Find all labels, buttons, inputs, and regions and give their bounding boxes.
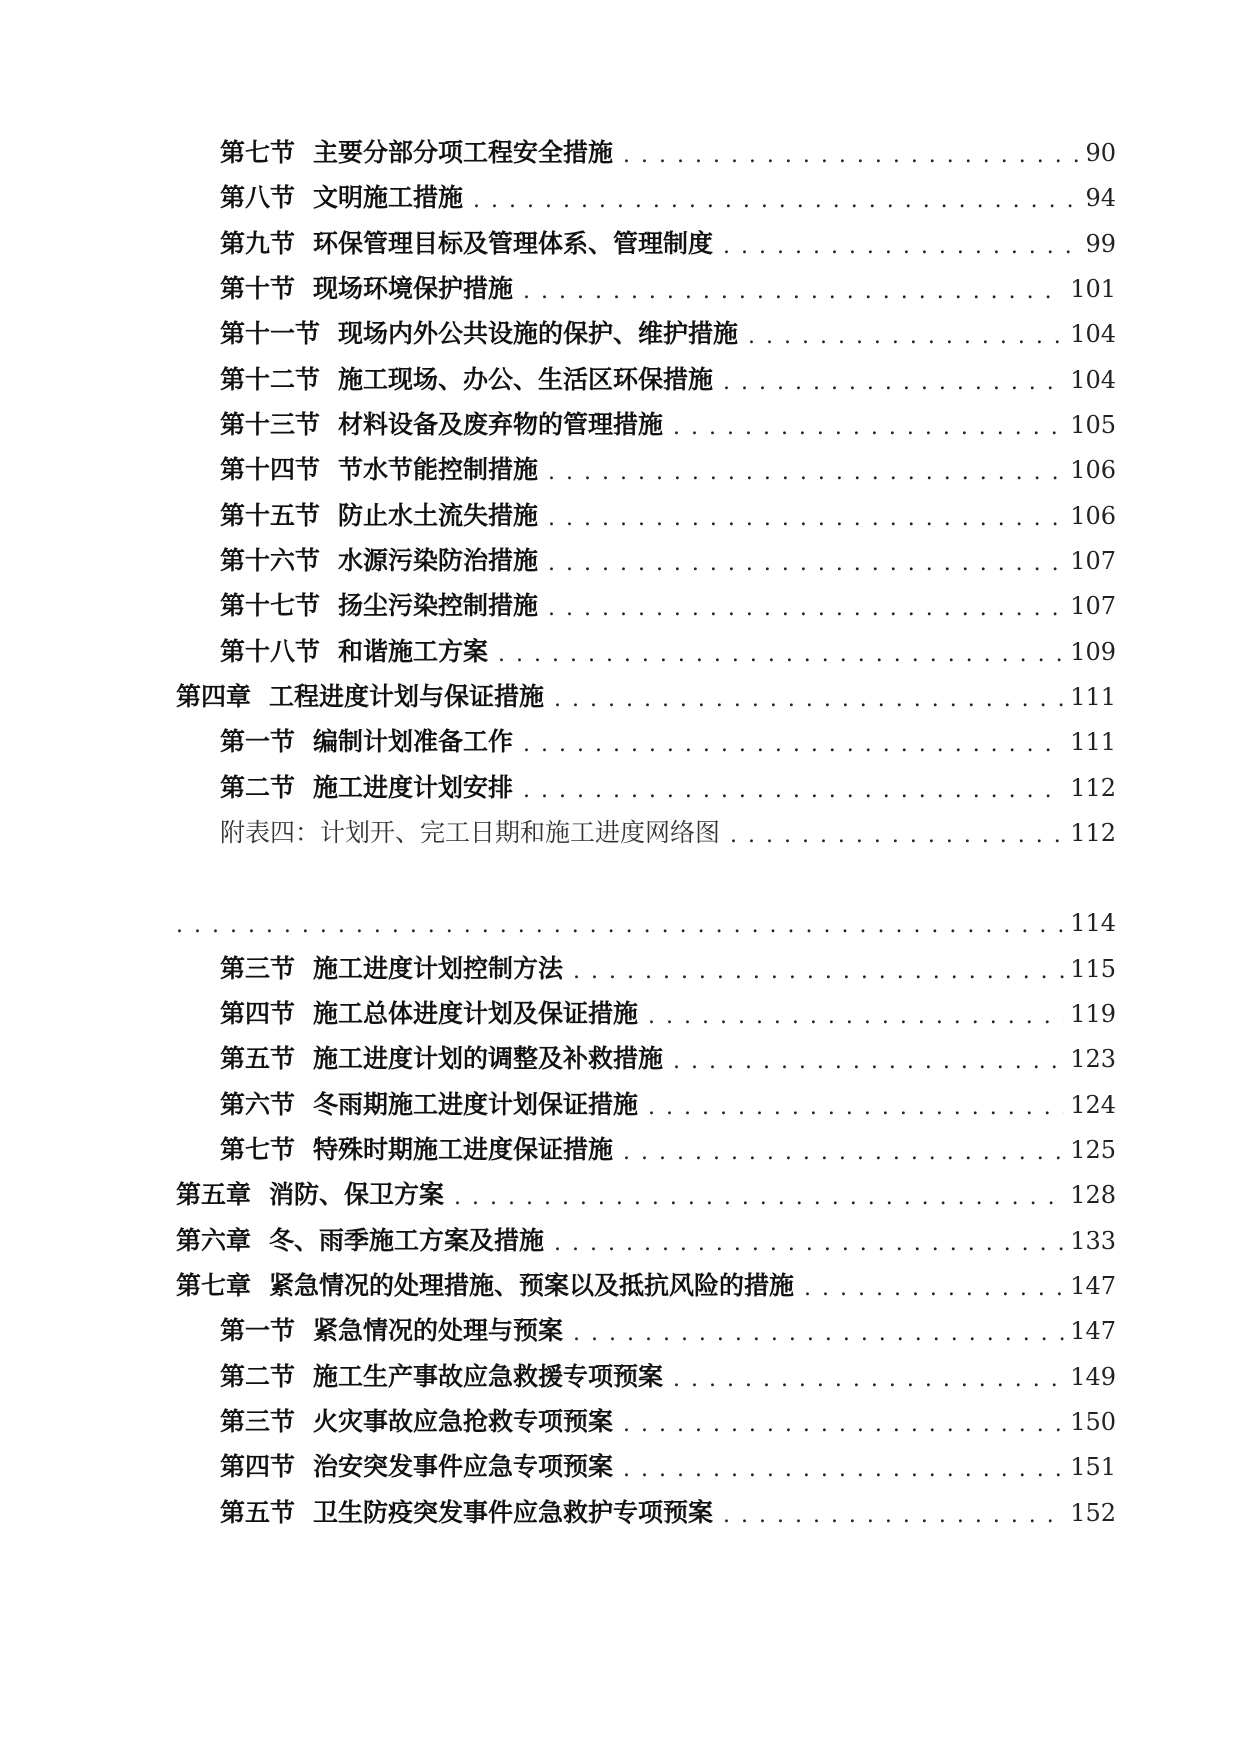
dot-leader [648, 1088, 1064, 1128]
toc-entry-number: 第七节 [220, 138, 296, 167]
toc-entry[interactable] [220, 314, 1116, 354]
toc-entry-page-number: 111 [1070, 683, 1116, 711]
toc-entry-title: 和谐施工方案 [338, 637, 489, 666]
toc-entry-page-number: 119 [1070, 1000, 1116, 1028]
toc-entry-page-number: 151 [1070, 1453, 1116, 1481]
dot-leader [573, 1314, 1064, 1354]
dot-leader [623, 1450, 1064, 1490]
dot-leader [573, 952, 1064, 992]
toc-entry-number: 第十六节 [220, 546, 321, 575]
toc-entry-title: 工程进度计划与保证措施 [269, 682, 545, 711]
toc-entry[interactable] [220, 541, 1116, 581]
toc-entry[interactable] [220, 1402, 1116, 1442]
toc-entry-number: 第四节 [220, 999, 296, 1028]
toc-entry-title: 卫生防疫突发事件应急救护专项预案 [313, 1498, 714, 1527]
toc-entry-title: 冬、雨季施工方案及措施 [269, 1226, 545, 1255]
dot-leader [673, 408, 1064, 448]
toc-entry-page-number: 104 [1070, 366, 1116, 394]
toc-entry-number: 第五章 [176, 1180, 252, 1209]
dot-leader [730, 816, 1064, 856]
toc-entry-number: 第四章 [176, 682, 252, 711]
toc-entry-page-number: 112 [1070, 774, 1116, 802]
toc-entry[interactable] [220, 269, 1116, 309]
toc-entry-number: 第五节 [220, 1498, 296, 1527]
toc-entry-page-number: 107 [1070, 547, 1116, 575]
toc-entry-page-number: 114 [1070, 909, 1116, 937]
dot-leader [623, 1405, 1064, 1445]
dot-leader [523, 725, 1064, 765]
dot-leader [723, 363, 1064, 403]
toc-entry-page-number: 112 [1070, 819, 1116, 847]
toc-entry-page-number: 133 [1070, 1227, 1116, 1255]
dot-leader [723, 227, 1079, 267]
toc-entry[interactable] [220, 1357, 1116, 1397]
toc-entry-title: 编制计划准备工作 [313, 727, 514, 756]
toc-entry[interactable] [220, 1085, 1116, 1125]
toc-entry-title: 施工总体进度计划及保证措施 [313, 999, 639, 1028]
toc-entry[interactable] [220, 722, 1116, 762]
toc-entry-title: 施工生产事故应急救援专项预案 [313, 1362, 664, 1391]
dot-leader [673, 1042, 1064, 1082]
toc-entry-number: 第三节 [220, 954, 296, 983]
toc-entry[interactable] [220, 178, 1116, 218]
toc-entry-title: 扬尘污染控制措施 [338, 591, 539, 620]
dot-leader [554, 680, 1064, 720]
toc-entry-title: 环保管理目标及管理体系、管理制度 [313, 229, 714, 258]
toc-entry-number: 第二节 [220, 773, 296, 802]
toc-entry-page-number: 152 [1070, 1499, 1116, 1527]
dot-leader [548, 499, 1064, 539]
toc-entry-title: 现场环境保护措施 [313, 274, 514, 303]
toc-entry-page-number: 109 [1070, 638, 1116, 666]
toc-entry-number: 第五节 [220, 1044, 296, 1073]
toc-entry[interactable] [220, 1311, 1116, 1351]
toc-entry-number: 第十八节 [220, 637, 321, 666]
toc-entry-page-number: 128 [1070, 1181, 1116, 1209]
toc-entry-number: 第四节 [220, 1452, 296, 1481]
toc-entry-page-number: 149 [1070, 1363, 1116, 1391]
toc-entry-number: 第十二节 [220, 365, 321, 394]
toc-entry-title: 消防、保卫方案 [269, 1180, 445, 1209]
toc-entry-title: 防止水土流失措施 [338, 501, 539, 530]
toc-entry-title: 紧急情况的处理与预案 [313, 1316, 564, 1345]
toc-entry[interactable] [220, 768, 1116, 808]
toc-entry-number: 第十三节 [220, 410, 321, 439]
toc-entry-number: 第三节 [220, 1407, 296, 1436]
toc-entry[interactable] [220, 813, 1116, 853]
toc-entry-page-number: 106 [1070, 502, 1116, 530]
toc-entry-number: 第十一节 [220, 319, 321, 348]
dot-leader [454, 1178, 1064, 1218]
toc-entry-title: 材料设备及废弃物的管理措施 [338, 410, 664, 439]
toc-entry[interactable] [220, 949, 1116, 989]
toc-entry-number: 第九节 [220, 229, 296, 258]
dot-leader [523, 771, 1064, 811]
dot-leader [548, 544, 1064, 584]
toc-entry[interactable] [176, 903, 1116, 943]
dot-leader [623, 136, 1079, 176]
toc-entry-page-number: 99 [1085, 230, 1116, 258]
toc-entry[interactable] [220, 1447, 1116, 1487]
toc-entry[interactable] [220, 224, 1116, 264]
toc-entry-number: 第六节 [220, 1090, 296, 1119]
dot-leader [748, 317, 1064, 357]
toc-entry-number: 第一节 [220, 727, 296, 756]
toc-entry[interactable] [220, 405, 1116, 445]
toc-entry-page-number: 150 [1070, 1408, 1116, 1436]
toc-entry-title: 文明施工措施 [313, 183, 464, 212]
toc-entry[interactable] [220, 496, 1116, 536]
toc-entry-number: 第七章 [176, 1271, 252, 1300]
toc-entry-number: 第八节 [220, 183, 296, 212]
toc-entry-title: 主要分部分项工程安全措施 [313, 138, 614, 167]
toc-entry-title: 节水节能控制措施 [338, 455, 539, 484]
dot-leader [176, 906, 1064, 946]
toc-entry-title: 施工进度计划的调整及补救措施 [313, 1044, 664, 1073]
toc-entry-number: 第十五节 [220, 501, 321, 530]
toc-entry-page-number: 107 [1070, 592, 1116, 620]
toc-entry-number: 第十四节 [220, 455, 321, 484]
toc-entry-title: 治安突发事件应急专项预案 [313, 1452, 614, 1481]
dot-leader [648, 997, 1064, 1037]
toc-entry-page-number: 125 [1070, 1136, 1116, 1164]
dot-leader [673, 1360, 1064, 1400]
toc-entry-page-number: 105 [1070, 411, 1116, 439]
toc-entry-number: 第十七节 [220, 591, 321, 620]
dot-leader [554, 1224, 1064, 1264]
toc-entry-title: 附表四：计划开、完工日期和施工进度网络图 [220, 818, 721, 847]
toc-entry-title: 火灾事故应急抢救专项预案 [313, 1407, 614, 1436]
dot-leader [498, 635, 1064, 675]
toc-entry-number: 第七节 [220, 1135, 296, 1164]
toc-entry[interactable] [220, 1493, 1116, 1533]
dot-leader [623, 1133, 1064, 1173]
dot-leader [523, 272, 1064, 312]
toc-entry-page-number: 123 [1070, 1045, 1116, 1073]
toc-entry-page-number: 106 [1070, 456, 1116, 484]
toc-entry[interactable] [220, 1039, 1116, 1079]
toc-entry[interactable] [220, 360, 1116, 400]
toc-entry-title: 特殊时期施工进度保证措施 [313, 1135, 614, 1164]
toc-entry[interactable] [220, 133, 1116, 173]
toc-entry[interactable] [176, 1221, 1116, 1261]
toc-entry-page-number: 94 [1085, 184, 1116, 212]
toc-entry-title: 施工进度计划控制方法 [313, 954, 564, 983]
toc-entry-page-number: 124 [1070, 1091, 1116, 1119]
toc-entry[interactable] [220, 632, 1116, 672]
toc-entry-number: 第二节 [220, 1362, 296, 1391]
toc-entry-page-number: 90 [1085, 139, 1116, 167]
toc-entry-page-number: 104 [1070, 320, 1116, 348]
toc-entry-number: 第一节 [220, 1316, 296, 1345]
toc-entry[interactable] [220, 450, 1116, 490]
toc-entry[interactable] [176, 1266, 1116, 1306]
toc-entry[interactable] [220, 994, 1116, 1034]
toc-entry[interactable] [220, 586, 1116, 626]
toc-entry-title: 施工现场、办公、生活区环保措施 [338, 365, 714, 394]
toc-entry-page-number: 111 [1070, 728, 1116, 756]
toc-entry-number: 第十节 [220, 274, 296, 303]
toc-entry-page-number: 101 [1070, 275, 1116, 303]
toc-entry[interactable] [176, 1175, 1116, 1215]
dot-leader [473, 181, 1079, 221]
toc-entry-title: 现场内外公共设施的保护、维护措施 [338, 319, 739, 348]
toc-entry-title: 施工进度计划安排 [313, 773, 514, 802]
toc-entry[interactable] [220, 1130, 1116, 1170]
toc-entry-page-number: 147 [1070, 1317, 1116, 1345]
dot-leader [548, 589, 1064, 629]
toc-entry-title: 紧急情况的处理措施、预案以及抵抗风险的措施 [269, 1271, 795, 1300]
dot-leader [548, 453, 1064, 493]
toc-entry-page-number: 115 [1070, 955, 1116, 983]
toc-entry[interactable] [176, 677, 1116, 717]
dot-leader [804, 1269, 1064, 1309]
toc-entry-page-number: 147 [1070, 1272, 1116, 1300]
dot-leader [723, 1496, 1064, 1536]
toc-entry-number: 第六章 [176, 1226, 252, 1255]
toc-entry-title: 水源污染防治措施 [338, 546, 539, 575]
toc-entry-title: 冬雨期施工进度计划保证措施 [313, 1090, 639, 1119]
